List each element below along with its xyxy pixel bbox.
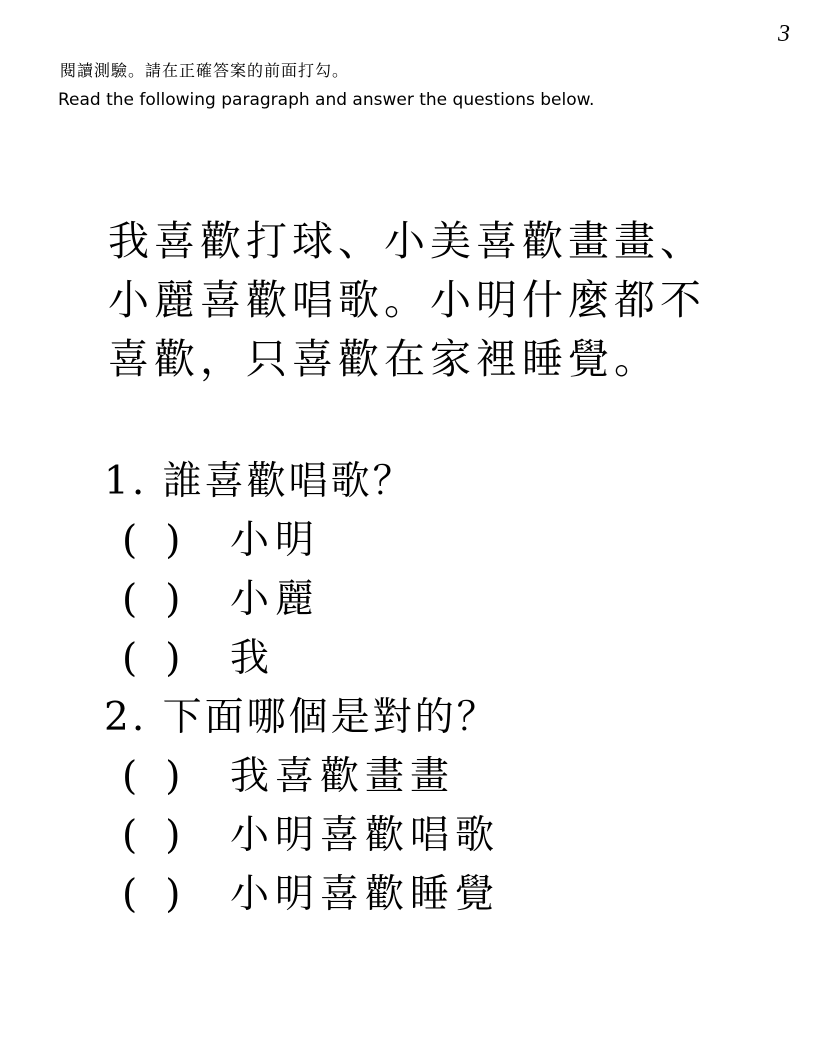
reading-passage [108, 212, 748, 389]
answer-option[interactable] [104, 806, 784, 865]
instruction-chinese: 閱讀測驗。請在正確答案的前面打勾。 [60, 61, 350, 80]
option-label: 小明喜歡唱歌 [230, 813, 501, 858]
close-paren: ) [165, 636, 181, 681]
passage-line: 我喜歡打球、小美喜歡畫畫、 [108, 217, 706, 265]
close-paren: ) [165, 754, 181, 799]
answer-option[interactable] [104, 570, 784, 629]
open-paren: ( [122, 872, 138, 917]
instruction-english: Read the following paragraph and answer the questions below. [58, 90, 595, 110]
close-paren: ) [165, 518, 181, 563]
question-list [104, 452, 784, 924]
option-label: 我喜歡畫畫 [230, 754, 456, 799]
page-number: 3 [778, 21, 790, 47]
question-1 [104, 452, 784, 688]
answer-option[interactable] [104, 511, 784, 570]
answer-option[interactable] [104, 629, 784, 688]
option-label: 我 [230, 636, 276, 681]
open-paren: ( [122, 577, 138, 622]
question-2 [104, 688, 784, 924]
answer-checkbox[interactable] [122, 511, 212, 570]
option-label: 小明喜歡睡覺 [230, 872, 501, 917]
passage-line: 喜歡，只喜歡在家裡睡覺。 [108, 335, 660, 383]
question-text: 2. 下面哪個是對的？ [104, 695, 499, 740]
open-paren: ( [122, 636, 138, 681]
close-paren: ) [165, 813, 181, 858]
answer-option[interactable] [104, 865, 784, 924]
option-label: 小明 [230, 518, 321, 563]
passage-line: 小麗喜歡唱歌。小明什麼都不 [108, 276, 706, 324]
answer-checkbox[interactable] [122, 806, 212, 865]
open-paren: ( [122, 754, 138, 799]
answer-checkbox[interactable] [122, 865, 212, 924]
close-paren: ) [165, 577, 181, 622]
answer-checkbox[interactable] [122, 747, 212, 806]
answer-checkbox[interactable] [122, 629, 212, 688]
close-paren: ) [165, 872, 181, 917]
open-paren: ( [122, 813, 138, 858]
question-text: 1. 誰喜歡唱歌？ [104, 459, 415, 504]
answer-option[interactable] [104, 747, 784, 806]
answer-checkbox[interactable] [122, 570, 212, 629]
open-paren: ( [122, 518, 138, 563]
option-label: 小麗 [230, 577, 321, 622]
